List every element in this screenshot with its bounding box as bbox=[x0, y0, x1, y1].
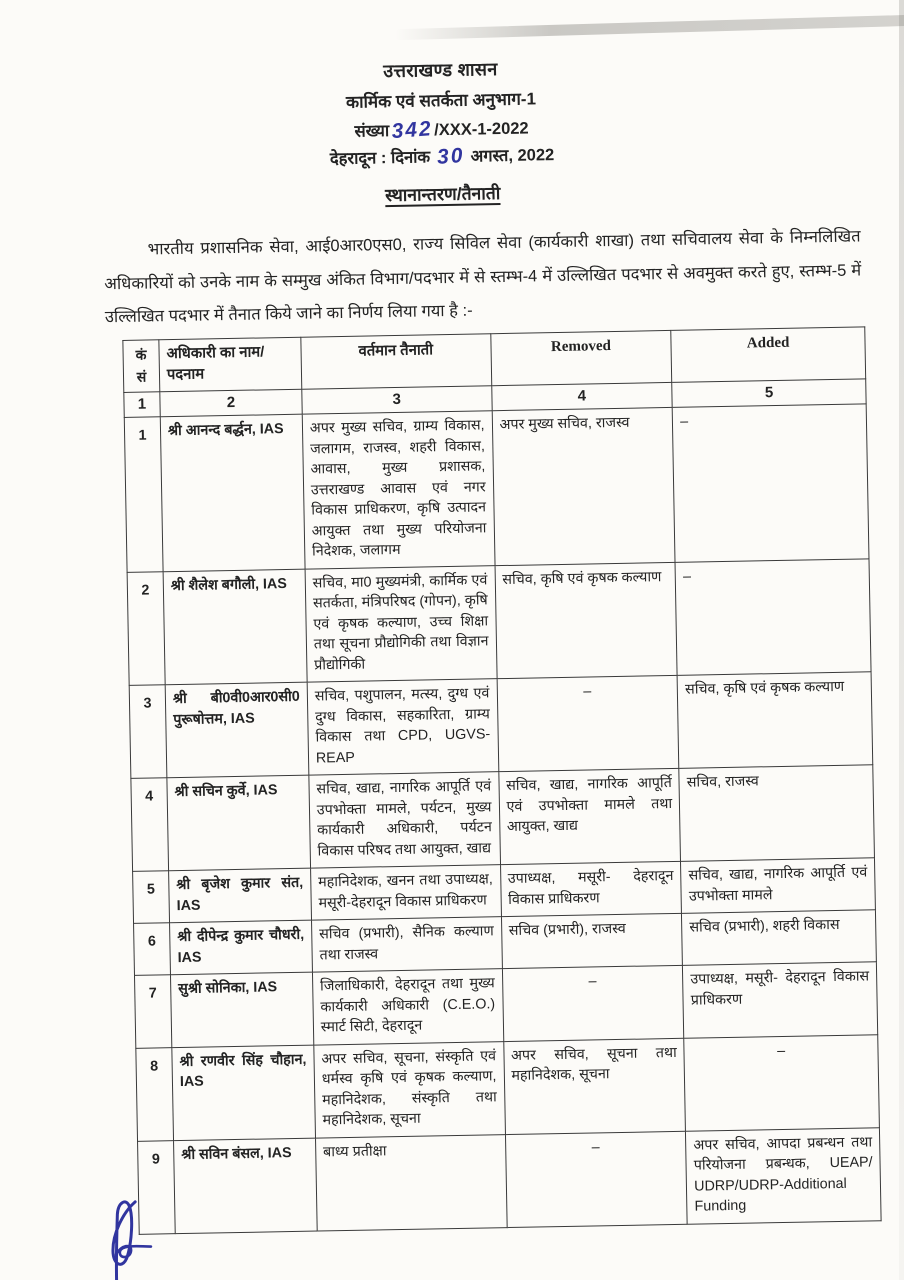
government-title: उत्तराखण्ड शासन bbox=[383, 59, 498, 82]
cell-removed: उपाध्यक्ष, मसूरी- देहरादून विकास प्राधिकरण bbox=[500, 861, 682, 916]
table-row bbox=[124, 404, 869, 572]
cell-removed: अपर मुख्य सचिव, राजस्व bbox=[492, 407, 676, 565]
header-serial bbox=[123, 340, 160, 393]
cell-serial: 6 bbox=[134, 923, 171, 976]
cell-current-posting: जिलाधिकारी, देहरादून तथा मुख्य कार्यकारी अधिकारी (C.E.O.) स्मार्ट सिटी, देहरादून bbox=[312, 969, 503, 1045]
subject-title-text: स्थानान्तरण/तैनाती bbox=[384, 183, 501, 206]
cell-serial: 4 bbox=[131, 778, 169, 872]
order-number-handwritten: 342 bbox=[390, 117, 433, 144]
cell-current-posting: बाध्य प्रतीक्षा bbox=[315, 1134, 506, 1230]
cell-officer-name: श्री बी0वी0आर0सी0 पुरूषोत्तम, IAS bbox=[165, 682, 309, 778]
table-row bbox=[127, 558, 871, 685]
cell-serial: 1 bbox=[124, 417, 163, 572]
cell-current-posting: सचिव, मा0 मुख्यमंत्री, कार्मिक एवं सतर्कता, मंत्रिपरिषद (गोपन), कृषि एवं कृषक कल्याण, उच्च शिक्षा तथा सूचना प्रौद्योगिकी तथा विज्ञान प्रौद्योगिकी bbox=[305, 565, 497, 682]
cell-removed: सचिव, खाद्य, नागरिक आपूर्ति एवं उपभोक्ता मामले तथा आयुक्त, खाद्य bbox=[498, 768, 680, 864]
col-number-5: 5 bbox=[672, 379, 866, 408]
cell-serial: 3 bbox=[129, 685, 167, 779]
cell-serial: 9 bbox=[138, 1140, 176, 1234]
table-row bbox=[138, 1127, 882, 1234]
cell-removed: – bbox=[505, 1131, 687, 1227]
cell-serial: 5 bbox=[133, 871, 170, 924]
cell-current-posting: महानिदेशक, खनन तथा उपाध्यक्ष, मसूरी-देहरादून विकास प्राधिकरण bbox=[310, 865, 501, 920]
header-serial-line2: सं bbox=[136, 368, 147, 385]
order-place-date-label: देहरादून : दिनांक bbox=[329, 148, 431, 169]
subject-title bbox=[0, 174, 895, 215]
cell-serial: 7 bbox=[134, 975, 171, 1048]
col-number-3: 3 bbox=[302, 386, 492, 414]
cell-added: उपाध्यक्ष, मसूरी- देहरादून विकास प्राधिकरण bbox=[683, 962, 878, 1038]
cell-current-posting: सचिव, खाद्य, नागरिक आपूर्ति एवं उपभोक्ता मामले, पर्यटन, मुख्य कार्यकारी अधिकारी, पर्यटन विकास परिषद तथा आयुक्त, खाद्य bbox=[309, 772, 500, 868]
order-number-rest: /XXX-1-2022 bbox=[434, 119, 529, 140]
cell-added: अपर सचिव, आपदा प्रबन्धन तथा परियोजना प्रबन्धक, UEAP/ UDRP/UDRP-Additional Funding bbox=[686, 1127, 881, 1224]
department-line: कार्मिक एवं सतर्कता अनुभाग-1 bbox=[345, 89, 537, 112]
officers-table bbox=[122, 326, 881, 1234]
cell-current-posting: अपर सचिव, सूचना, संस्कृति एवं धर्मस्व कृषि एवं कृषक कल्याण, महानिदेशक, संस्कृति तथा महानिदेशक, सूचना bbox=[314, 1041, 505, 1137]
cell-added: सचिव, राजस्व bbox=[679, 765, 874, 862]
cell-removed: – bbox=[497, 675, 679, 771]
cell-removed: अपर सचिव, सूचना तथा महानिदेशक, सूचना bbox=[503, 1038, 685, 1134]
header-officer-name-line1: अधिकारी का नाम/ bbox=[166, 344, 265, 363]
order-number-label: संख्या bbox=[354, 122, 390, 141]
table-row bbox=[131, 765, 875, 872]
cell-current-posting: सचिव, पशुपालन, मत्स्य, दुग्ध एवं दुग्ध विकास, सहकारिता, ग्राम्य विकास तथा CPD, UGVS-REAP bbox=[307, 679, 498, 775]
signature-mark bbox=[97, 1193, 169, 1280]
cell-added: सचिव, कृषि एवं कृषक कल्याण bbox=[677, 672, 872, 769]
cell-officer-name: श्री बृजेश कुमार संत, IAS bbox=[169, 868, 312, 923]
cell-officer-name: श्री सविन बंसल, IAS bbox=[173, 1138, 317, 1234]
cell-removed: – bbox=[502, 965, 684, 1041]
intro-paragraph: भारतीय प्रशासनिक सेवा, आई0आर0एस0, राज्य सिविल सेवा (कार्यकारी शाखा) तथा सचिवालय सेवा के निम्नलिखित अधिकारियों को उनके नाम के सम्मुख अंकित विभाग/पदभार में से स्तम्भ-4 में उल्लिखित पदभार से अवमुक्त करते हुए, स्तम्भ-5 में उल्लिखित पदभार में तैनात किये जाने का निर्णय लिया गया है :- bbox=[104, 227, 862, 327]
cell-officer-name: सुश्री सोनिका, IAS bbox=[170, 972, 313, 1047]
cell-officer-name: श्री शैलेश बगौली, IAS bbox=[163, 569, 307, 685]
col-number-4: 4 bbox=[491, 382, 672, 410]
table-row bbox=[129, 672, 873, 779]
signature-icon bbox=[97, 1193, 169, 1280]
table-row bbox=[134, 962, 877, 1048]
header-officer-name bbox=[159, 337, 302, 392]
header-officer-name-line2: पदनाम bbox=[166, 365, 205, 383]
cell-added: सचिव (प्रभारी), शहरी विकास bbox=[682, 910, 877, 966]
cell-added: – bbox=[672, 404, 869, 562]
cell-removed: सचिव (प्रभारी), राजस्व bbox=[501, 913, 683, 968]
header-removed: Removed bbox=[490, 330, 672, 385]
cell-serial: 2 bbox=[127, 571, 165, 685]
cell-added: सचिव, खाद्य, नागरिक आपूर्ति एवं उपभोक्ता मामले bbox=[681, 858, 876, 914]
col-number-1: 1 bbox=[124, 392, 160, 418]
table-row bbox=[136, 1034, 880, 1141]
header-serial-line1: कं bbox=[135, 346, 147, 363]
cell-officer-name: श्री सचिन कुर्वे, IAS bbox=[167, 775, 311, 871]
cell-removed: सचिव, कृषि एवं कृषक कल्याण bbox=[495, 562, 678, 679]
cell-officer-name: श्री रणवीर सिंह चौहान, IAS bbox=[172, 1045, 316, 1141]
officers-table-wrapper bbox=[122, 326, 881, 1234]
order-date-handwritten: 30 bbox=[435, 143, 465, 169]
order-date-rest: अगस्त, 2022 bbox=[470, 146, 555, 166]
col-number-2: 2 bbox=[160, 389, 302, 417]
cell-current-posting: अपर मुख्य सचिव, ग्राम्य विकास, जलागम, राजस्व, शहरी विकास, आवास, मुख्य प्रशासक, उत्तराखण्ड आवास एवं नगर विकास प्राधिकरण, कृषि उत्पादन आयुक्त तथा मुख्य परियोजना निदेशक, जलागम bbox=[302, 411, 494, 569]
cell-added: – bbox=[675, 558, 871, 675]
cell-officer-name: श्री आनन्द बर्द्धन, IAS bbox=[160, 414, 305, 571]
cell-serial: 8 bbox=[136, 1047, 174, 1141]
cell-added: – bbox=[684, 1034, 879, 1131]
header-current-posting: वर्तमान तैनाती bbox=[301, 334, 492, 389]
header-added: Added bbox=[671, 327, 866, 383]
cell-officer-name: श्री दीपेन्द्र कुमार चौधरी, IAS bbox=[169, 920, 312, 975]
cell-current-posting: सचिव (प्रभारी), सैनिक कल्याण तथा राजस्व bbox=[311, 917, 502, 972]
